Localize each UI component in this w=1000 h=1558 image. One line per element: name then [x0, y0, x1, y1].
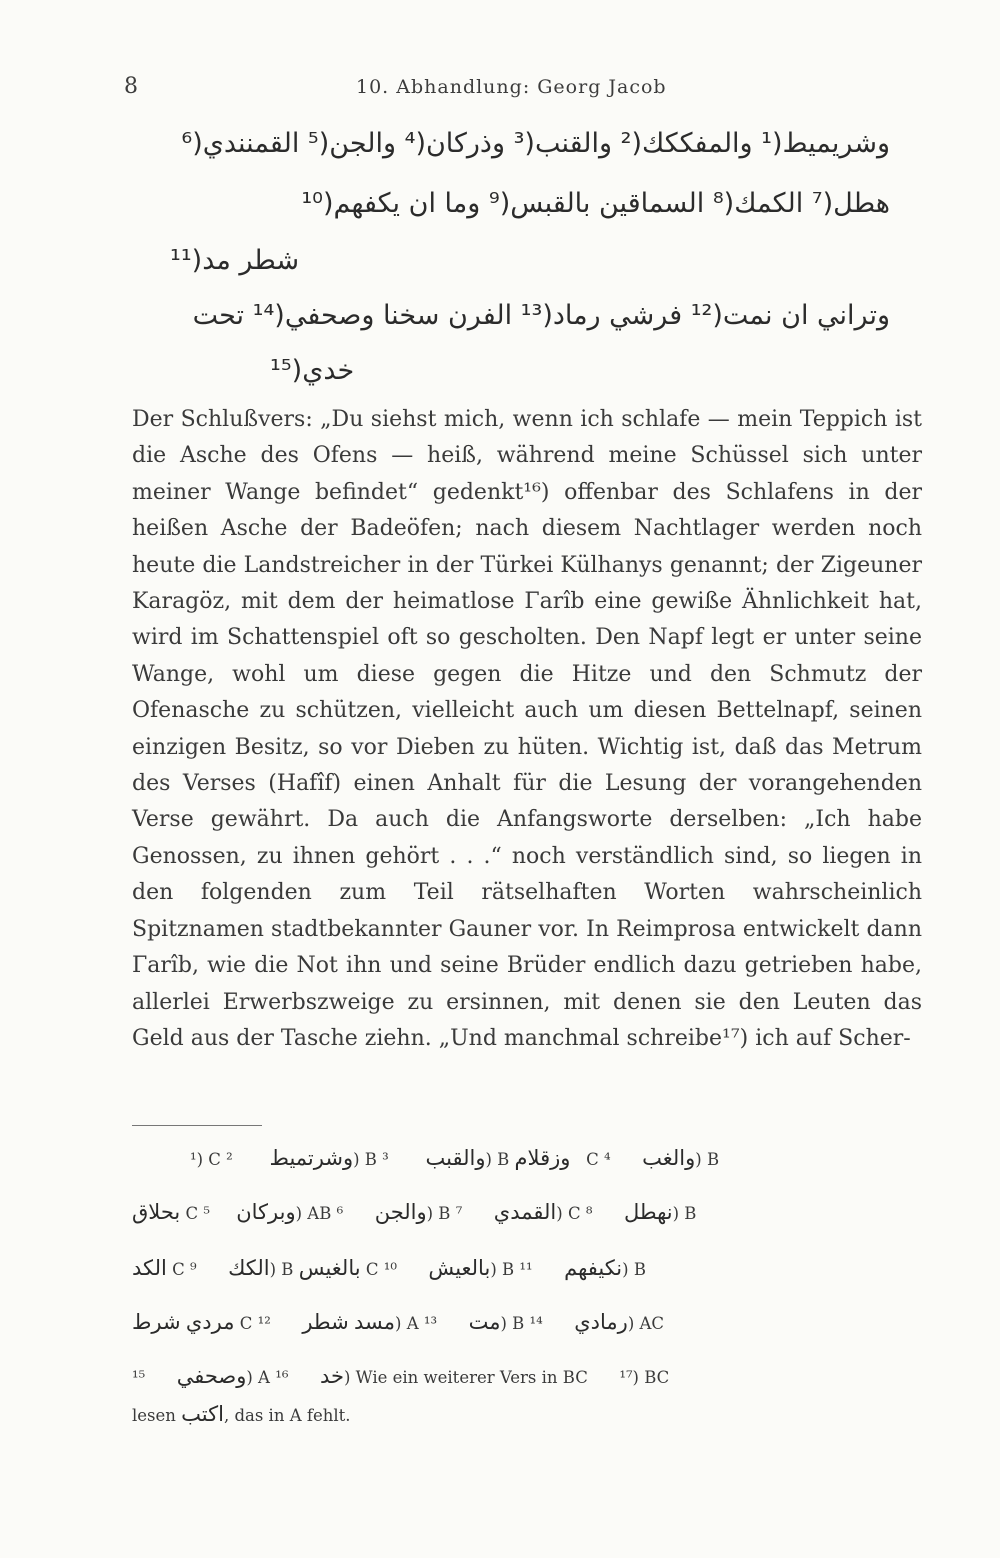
footnote-arabic: وزقلام: [514, 1146, 571, 1170]
body-paragraph: Der Schlußvers: „Du siehst mich, wenn ich schlafe — mein Teppich ist die Asche des Ofens — heiß, während meine Schüssel sich unter meiner Wange befindet“ gedenkt¹⁶) offenbar des Schlafens in der heißen Asche der Badeöfen; nach diesem Nachtlager werden noch heute die Landstreicher in der Türkei Külhanys genannt; der Zigeuner Karagöz, mit dem der heimatlose Γarîb eine gewiße Ähnlichkeit hat, wird im Schattenspiel oft so gescholten. Den Napf legt er unter seine Wange, wohl um diese gegen die Hitze und den Schmutz der Ofenasche zu schützen, vielleicht auch um diesen Bettelnapf, seinen einzigen Besitz, so vor Dieben zu hüten. Wichtig ist, daß das Metrum des Verses (Hafîf) einen Anhalt für die Lesung der vorangehenden Verse gewährt. Da auch die Anfangsworte derselben: „Ich habe Genossen, zu ihnen gehört . . .“ noch verständlich sind, so liegen in den folgenden zum Teil rätselhaften Worten wahrscheinlich Spitznamen stadtbekannter Gauner vor. In Reimprosa entwickelt dann Γarîb, wie die Not ihn und seine Brüder endlich dazu getrieben habe, allerlei Erwerbszweige zu ersinnen, mit denen sie den Leuten das Geld aus der Tasche ziehn. „Und manchmal schreibe¹⁷) ich auf Scher-: [132, 407, 922, 1051]
footnote-arabic: الكد: [132, 1256, 167, 1280]
footnote-text: ¹⁶) Wie ein weiterer Vers in BC: [275, 1368, 588, 1387]
footnote-marker: C: [172, 1260, 185, 1279]
footnote-arabic: مسد: [354, 1310, 396, 1334]
footnote-arabic: رمادي: [574, 1310, 628, 1334]
footnote-marker: C: [586, 1150, 599, 1169]
arabic-verse-line-3: شطر مد(¹¹: [170, 245, 300, 276]
footnote-marker: ¹⁴) AC: [529, 1314, 665, 1333]
footnote-marker: ⁵) AB: [203, 1204, 332, 1223]
footnote-arabic: نكيفهم: [564, 1256, 623, 1280]
footnote-marker: ⁹) B: [189, 1260, 294, 1279]
footnote-marker: ⁸) B: [585, 1204, 697, 1223]
footnote-arabic: مت: [468, 1310, 501, 1334]
footnote-arabic: القمدي: [493, 1200, 557, 1224]
running-title: 10. Abhandlung: Georg Jacob: [356, 76, 667, 98]
footnote-arabic: اكتب: [181, 1402, 224, 1426]
footnote-marker: C: [185, 1204, 199, 1223]
footnote-row-1: [190, 1146, 719, 1170]
footnote-row-6: [132, 1402, 351, 1426]
footnote-marker: ¹) C: [190, 1150, 221, 1169]
footnote-marker: ¹³) B: [423, 1314, 525, 1333]
footnote-row-5: [132, 1364, 669, 1388]
footnote-arabic: وصحفي: [176, 1364, 247, 1388]
footnote-divider: [132, 1125, 262, 1126]
footnote-arabic: بالغيس: [298, 1256, 361, 1280]
footnote-arabic: خد: [319, 1364, 344, 1388]
footnote-arabic: والقبب: [425, 1146, 486, 1170]
footnote-arabic: الكك: [228, 1256, 270, 1280]
footnote-marker: ⁶) B: [336, 1204, 451, 1223]
footnote-marker: C: [239, 1314, 253, 1333]
footnote-marker: ²) B: [226, 1150, 377, 1169]
arabic-verse-line-5: خدي(¹⁵: [270, 355, 355, 386]
footnote-arabic: وبركان: [236, 1200, 296, 1224]
footnote-arabic: شطر: [302, 1310, 349, 1334]
footnote-row-2: [132, 1200, 696, 1224]
page-header: [124, 70, 924, 110]
footnote-arabic: نهطل: [623, 1200, 673, 1224]
footnote-marker: ¹⁰) B: [383, 1260, 515, 1279]
footnote-marker: ⁷) C: [455, 1204, 581, 1223]
footnote-arabic: شرط: [132, 1310, 181, 1334]
arabic-verse-line-1: وشريميط(¹ والمفككك(² والقنب(³ وذركان(⁴ والجن(⁵ القمنندي(⁶: [181, 128, 890, 159]
footnote-row-3: [132, 1256, 646, 1280]
footnote-marker: C: [365, 1260, 379, 1279]
arabic-verse-line-4: وتراني ان نمت(¹² فرشي رماد(¹³ الفرن سخنا وصحفي(¹⁴ تحت: [192, 300, 890, 331]
arabic-verse-line-2: هطل(⁷ الكمك(⁸ السماقين بالقبس(⁹ وما ان يكفهم(¹⁰: [301, 188, 890, 219]
footnote-marker: ¹⁵) A: [132, 1368, 270, 1387]
footnote-arabic: بحلاق: [132, 1200, 181, 1224]
footnote-marker: ¹¹) B: [519, 1260, 646, 1279]
footnote-marker: ⁴) B: [604, 1150, 720, 1169]
footnote-marker: ¹⁷) BC: [619, 1368, 670, 1387]
footnote-arabic: بالعيش: [428, 1256, 491, 1280]
footnote-marker: ¹²) A: [257, 1314, 419, 1333]
footnote-arabic: والغب: [642, 1146, 696, 1170]
page-number: 8: [124, 74, 139, 99]
footnote-text: , das in A fehlt.: [223, 1406, 351, 1425]
footnote-arabic: والجن: [374, 1200, 427, 1224]
footnote-row-4: [132, 1310, 664, 1334]
footnote-arabic: مردي: [185, 1310, 235, 1334]
footnote-text: lesen: [132, 1406, 176, 1425]
footnote-marker: ³) B: [382, 1150, 510, 1169]
footnote-arabic: وشرتميط: [269, 1146, 354, 1170]
